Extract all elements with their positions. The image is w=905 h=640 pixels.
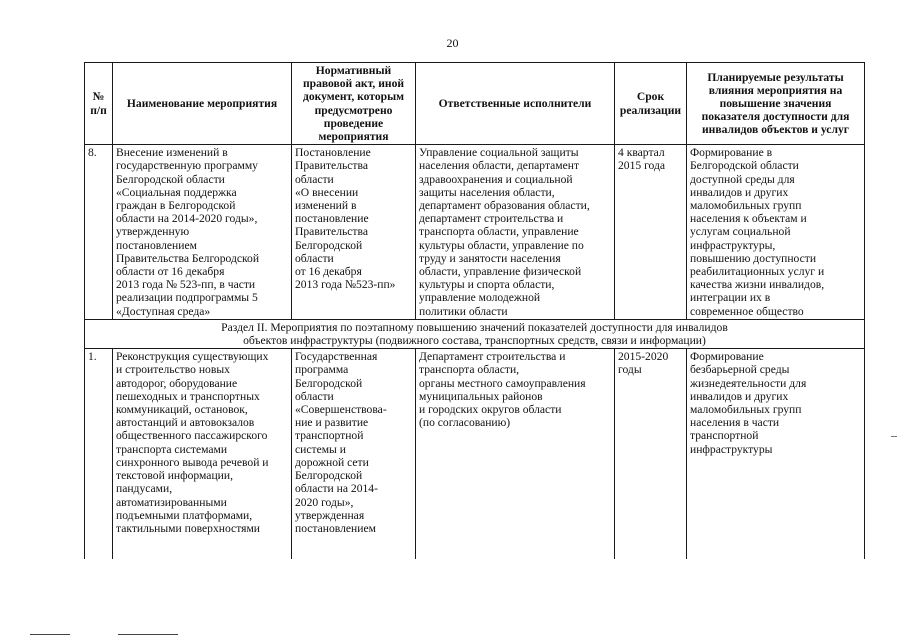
row8-name: Внесение изменений в государственную программу Белгородской области «Социальная поддержка граждан в Белгородской области на 2014-2020 годы», утвержденную постановлением Правительства Белгородской области от 16 декабря 2013 года № 523-пп, в части реализации подпрограммы 5 «Доступная среда» [113,145,292,320]
margin-mark [891,436,897,437]
row8-term: 4 квартал 2015 года [615,145,687,320]
section-row [85,319,865,348]
row1-responsible: Департамент строительства и транспорта области, органы местного самоуправления муниципальных районов и городских округов области (по согласованию) [416,349,615,560]
row8-num: 8. [85,145,113,320]
header-name: Наименование мероприятия [113,63,292,145]
row1-num: 1. [85,349,113,560]
header-act: Нормативный правовой акт, иной документ, которым предусмотрено проведение мероприятия [292,63,416,145]
row1-act: Государственная программа Белгородской области «Совершенствова- ние и развитие транспортной системы и дорожной сети Белгородской области на 2014- 2020 годы», утвержденная постановлением [292,349,416,560]
row8-responsible: Управление социальной защиты населения области, департамент здравоохранения и социальной защиты населения области, департамент образования области, департамент строительства и транспорта области, управление культуры области, управление по труду и занятости населения области, управление физической культуры и спорта области, управление молодежной политики области [416,145,615,320]
row8-results: Формирование в Белгородской области доступной среды для инвалидов и других маломобильных групп населения к объектам и услугам социальной инфраструктуры, повышению доступности реабилитационных услуг и качества жизни инвалидов, интеграции их в современное общество [687,145,865,320]
header-responsible: Ответственные исполнители [416,63,615,145]
table-row [85,349,865,560]
row1-name: Реконструкция существующих и строительство новых автодорог, оборудование пешеходных и транспортных коммуникаций, остановок, автостанций и автовокзалов общественного пассажирского транспорта системами синхронного вывода речевой и текстовой информации, пандусами, автоматизированными подъемными платформами, тактильными поверхностями [113,349,292,560]
page-number: 20 [446,36,459,50]
section-2-title: Раздел II. Мероприятия по поэтапному повышению значений показателей доступности для инвалидов объектов инфраструктуры (подвижного состава, транспортных средств, связи и информации) [85,319,865,348]
measures-table [84,62,865,559]
header-results: Планируемые результаты влияния мероприятия на повышение значения показателя доступности для инвалидов объектов и услуг [687,63,865,145]
row1-results: Формирование безбарьерной среды жизнедеятельности для инвалидов и других маломобильных групп населения в части транспортной инфраструктуры [687,349,865,560]
header-num: № п/п [85,63,113,145]
row8-act: Постановление Правительства области «О внесении изменений в постановление Правительства Белгородской области от 16 декабря 2013 года №523-пп» [292,145,416,320]
table-row [85,145,865,320]
row1-term: 2015-2020 годы [615,349,687,560]
footer-rule-right [118,634,178,635]
table-header-row [85,63,865,145]
footer-rule-left [30,634,70,635]
header-term: Срок реализации [615,63,687,145]
